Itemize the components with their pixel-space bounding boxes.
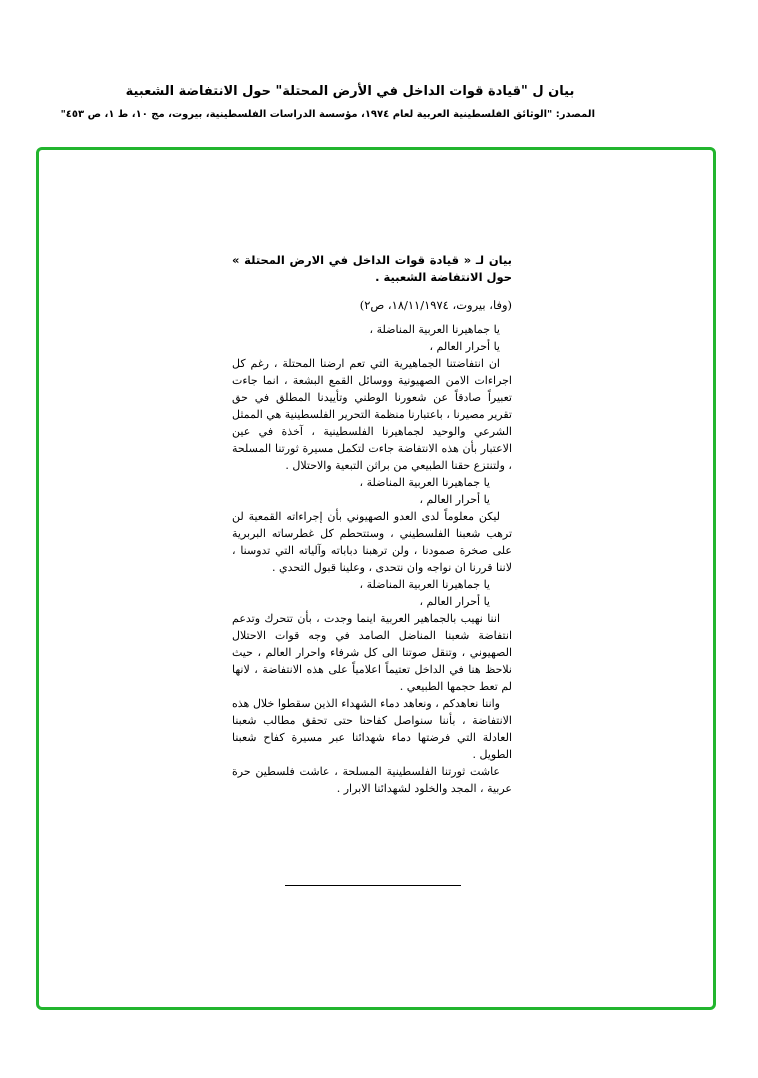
greeting-masses: يا جماهيرنا العربية المناضلة ، (359, 476, 490, 489)
greeting-free: يا أحرار العالم ، (429, 340, 500, 353)
document-reference: (وفا، بيروت، ١٨/١١/١٩٧٤، ص٢) (359, 298, 512, 312)
end-divider (285, 885, 461, 886)
paragraph-5: عاشت ثورتنا الفلسطينية المسلحة ، عاشت فلسطين حرة عربية ، المجد والخلود لشهدائنا الابرار . (232, 765, 512, 795)
greeting-free: يا أحرار العالم ، (419, 595, 490, 608)
greeting-masses: يا جماهيرنا العربية المناضلة ، (369, 323, 500, 336)
paragraph-2: ليكن معلوماً لدى العدو الصهيوني بأن إجراءاته القمعية لن ترهب شعبنا الفلسطيني ، وستتحطم كل غطرساته البربرية على صخرة صمودنا ، ولن ترهبنا دباباته وآلياته التي تدوسنا ، لاننا قررنا ان نواجه وان نتحدى ، وعلينا قبول التحدي . (232, 510, 512, 574)
scanned-document (232, 252, 512, 797)
source-citation: المصدر: "الوثائق الفلسطينية العربية لعام ١٩٧٤، مؤسسة الدراسات الفلسطينية، بيروت، مج ١٠، ط ١، ص ٤٥٣" (60, 109, 595, 120)
document-title: بيان لـ « قيادة قوات الداخل في الارض المحتلة » حول الانتفاضة الشعبية . (232, 253, 512, 284)
page-title: بيان ل "قيادة قوات الداخل في الأرض المحتلة" حول الانتفاضة الشعبية (125, 84, 575, 99)
paragraph-4: واننا نعاهدكم ، ونعاهد دماء الشهداء الذين سقطوا خلال هذه الانتفاضة ، بأننا سنواصل كفاحنا حتى تحقق مطالب شعبنا العادلة التي فرضتها دماء شهدائنا عبر مسيرة كفاح شعبنا الطويل . (232, 697, 512, 761)
greeting-free: يا أحرار العالم ، (419, 493, 490, 506)
paragraph-3: اننا نهيب بالجماهير العربية اينما وجدت ، بأن تتحرك وتدعم انتفاضة شعبنا المناضل الصامد في وجه قوات الاحتلال الصهيوني ، وتنقل صوتنا الى كل شرفاء واحرار العالم ، حيث نلاحظ هنا في الداخل تعتيماً اعلامياً على هذه الانتفاضة ، لانها لم تعط حجمها الطبيعي . (232, 612, 512, 693)
greeting-masses: يا جماهيرنا العربية المناضلة ، (359, 578, 490, 591)
paragraph-1: ان انتفاضتنا الجماهيرية التي تعم ارضنا المحتلة ، رغم كل اجراءات الامن الصهيونية ووسائل القمع البشعة ، انما جاءت تعبيراً صادقاً عن شعورنا الوطني وتأييدنا المطلق في حق تقرير مصيرنا ، باعتبارنا منظمة التحرير الفلسطينية هي الممثل الشرعي والوحيد لجماهيرنا الفلسطينية ، آخذة في عين الاعتبار بأن هذه الانتفاضة جاءت لتكمل مسيرة ثورتنا المسلحة ، ولتنتزع حقنا الطبيعي من براثن التبعية والاحتلال . (232, 357, 512, 472)
